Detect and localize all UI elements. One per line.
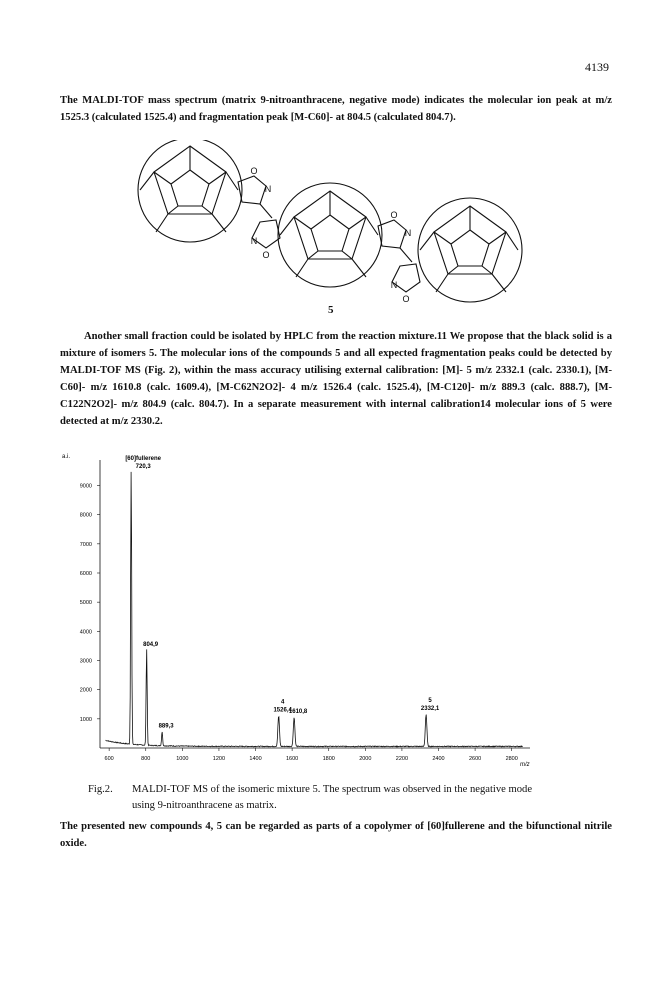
- y-tick-label: 6000: [79, 571, 92, 577]
- fullerene-middle: [278, 183, 382, 287]
- spectrum-trace: [106, 472, 523, 747]
- fullerene-right: [418, 198, 522, 302]
- x-tick-label: 1400: [249, 756, 262, 762]
- y-ticks: [80, 484, 100, 723]
- structure-diagram: [130, 140, 530, 310]
- y-tick-label: 5000: [79, 600, 92, 607]
- peak-title: 4: [280, 699, 285, 706]
- x-tick-label: 2600: [468, 756, 482, 762]
- y-tick-label: 3000: [79, 658, 92, 665]
- atom-label-o4: O: [402, 294, 410, 304]
- peak-label: 720,3: [135, 463, 151, 470]
- peak-label: 889,3: [158, 723, 174, 730]
- caption-line-2: using 9-nitroanthracene as matrix.: [132, 800, 277, 811]
- caption-line-1: MALDI-TOF MS of the isomeric mixture 5. The spectrum was observed in the negative mode: [132, 784, 533, 795]
- peak-label: 804,9: [143, 641, 159, 648]
- fullerene-left: [138, 140, 242, 242]
- x-axis-label: m/z: [520, 762, 530, 768]
- atom-label-n1: N: [264, 184, 272, 194]
- peak-label: 1526,4: [273, 707, 292, 714]
- y-tick-label: 9000: [79, 483, 92, 490]
- compound-label: 5: [328, 304, 334, 316]
- x-tick-label: 2400: [432, 756, 445, 762]
- x-tick-label: 2000: [359, 756, 372, 762]
- atom-label-o2: O: [262, 250, 270, 260]
- x-tick-label: 1200: [212, 756, 226, 762]
- x-tick-label: 2200: [395, 756, 409, 762]
- y-tick-label: 7000: [79, 541, 92, 548]
- atom-label-o1: O: [250, 166, 258, 176]
- x-tick-label: 800: [141, 756, 151, 762]
- isoxazoline-ring-1: [238, 176, 272, 218]
- atom-label-n3: N: [404, 228, 412, 238]
- x-tick-label: 1600: [286, 756, 299, 762]
- peak-label: 2332,1: [420, 705, 440, 712]
- y-tick-label: 4000: [79, 629, 92, 636]
- x-tick-label: 2800: [505, 756, 518, 762]
- paragraph-results: Another small fraction could be isolated by HPLC from the reaction mixture.11 We propose that the black solid is a mixture of isomers 5. The molecular ions of the compounds 5 and all expected fragmentation peaks could be detected by MALDI-TOF MS (Fig. 2), within the mass accuracy utilising external calibration: [M]- 5 m/z 2332.1 (calc. 2330.1), [M-C60]- m/z 1610.8 (calc. 1609.4), [M-C62N2O2]- 4 m/z 1526.4 (calc. 1525.4), [M-C120]- m/z 889.3 (calc. 888.7), [M-C122N2O2]- m/z 804.9 (calc. 804.7). In a separate measurement with internal calibration14 molecular ions of 5 were detected at m/z 2330.2.: [60, 331, 612, 427]
- peak-title: [60]fullerene: [125, 455, 162, 462]
- figure-caption: [88, 782, 606, 814]
- paragraph-conclusion: The presented new compounds 4, 5 can be regarded as parts of a copolymer of [60]fullerene and the bifunctional nitrile oxide.: [60, 821, 612, 849]
- x-ticks: [105, 748, 518, 762]
- atom-label-n4: N: [390, 280, 398, 290]
- y-tick-label: 2000: [79, 687, 92, 694]
- peak-title: 5: [428, 697, 432, 704]
- chart-axes: [100, 460, 530, 748]
- maldi-tof-spectrum-chart: [60, 448, 560, 778]
- atom-label-o3: O: [390, 210, 398, 220]
- y-tick-label: 8000: [79, 512, 92, 519]
- paragraph-maldi-intro: The MALDI-TOF mass spectrum (matrix 9-nitroanthracene, negative mode) indicates the molecular ion peak at m/z 1525.3 (calculated 1525.4) and fragmentation peak [M-C60]- at 804.5 (calculated 804.7).: [60, 95, 612, 123]
- y-axis-label: a.i.: [62, 454, 71, 460]
- x-tick-label: 1000: [176, 756, 189, 762]
- atom-label-n2: N: [250, 236, 258, 246]
- x-tick-label: 1800: [322, 756, 335, 762]
- peak-label: 1610,8: [288, 708, 308, 715]
- isoxazoline-ring-3: [378, 220, 412, 262]
- caption-label: Fig.2.: [88, 784, 113, 795]
- y-tick-label: 1000: [79, 716, 92, 723]
- x-tick-label: 600: [104, 756, 114, 762]
- peak-labels: [125, 456, 440, 730]
- page-number: 4139: [585, 60, 609, 74]
